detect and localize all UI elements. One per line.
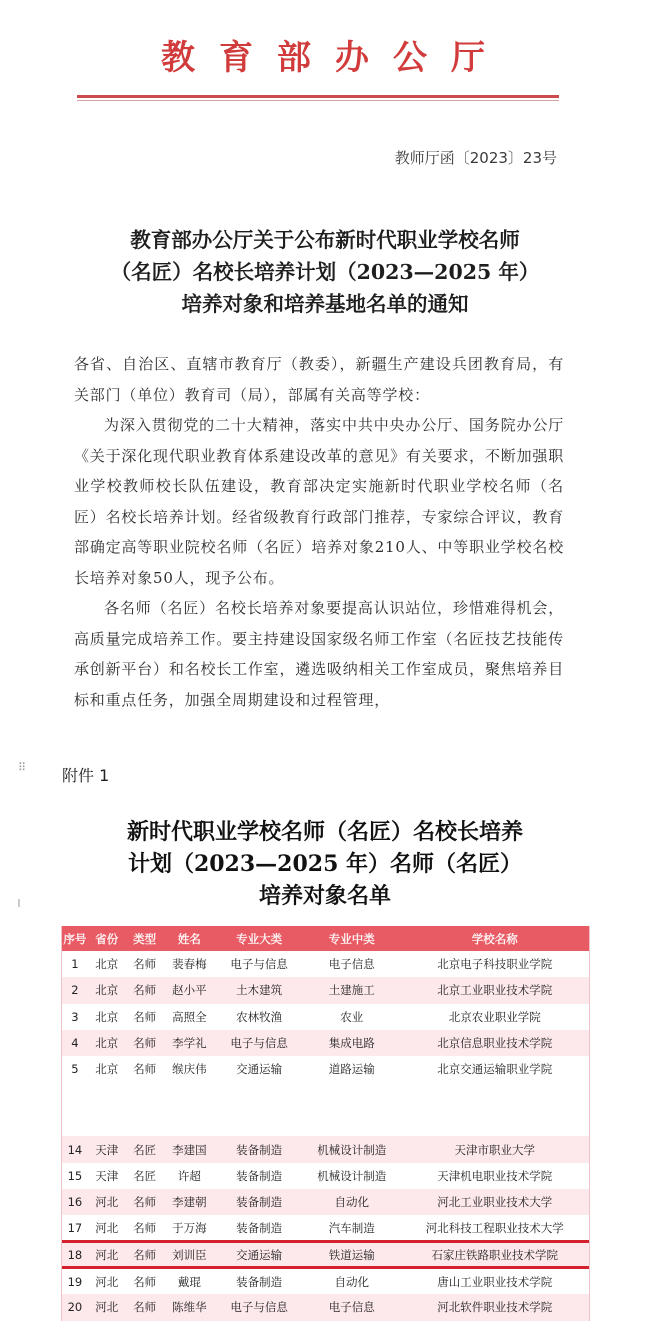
cell-type: 名师 bbox=[126, 977, 164, 1003]
cell-name: 李学礼 bbox=[163, 1030, 215, 1056]
cell-type: 名师 bbox=[133, 957, 157, 972]
cell-major: 装备制造 bbox=[215, 1136, 303, 1162]
cell-province: 河北 bbox=[88, 1189, 126, 1215]
cell-type: 名师 bbox=[126, 1189, 164, 1215]
attachment-label: 附件 1 bbox=[62, 766, 110, 785]
cell-no: 17 bbox=[67, 1220, 83, 1235]
cell-type: 名师 bbox=[133, 1220, 157, 1235]
table-row bbox=[62, 1004, 589, 1030]
cell-no: 18 bbox=[62, 1242, 88, 1268]
cell-type: 名匠 bbox=[126, 1136, 164, 1162]
col-header-name: 姓名 bbox=[163, 926, 215, 951]
col-header-major: 专业大类 bbox=[215, 926, 303, 951]
cell-no: 16 bbox=[62, 1189, 88, 1215]
table-row bbox=[62, 951, 589, 977]
cell-major: 装备制造 bbox=[236, 1220, 283, 1235]
cell-subcategory: 道路运输 bbox=[328, 1062, 375, 1077]
table-row bbox=[62, 1268, 589, 1294]
cell-school: 北京交通运输职业学院 bbox=[437, 1062, 553, 1077]
cell-school: 北京工业职业技术学院 bbox=[401, 977, 589, 1003]
cell-name: 于万海 bbox=[172, 1220, 207, 1235]
cell-major: 农林牧渔 bbox=[236, 1009, 283, 1024]
cell-school: 石家庄铁路职业技术学院 bbox=[401, 1242, 589, 1268]
cell-type: 名师 bbox=[126, 1294, 164, 1320]
col-header-subcategory: 专业中类 bbox=[303, 926, 401, 951]
cell-school: 天津机电职业技术学院 bbox=[437, 1168, 553, 1183]
cell-province: 北京 bbox=[95, 957, 119, 972]
cell-name: 李建国 bbox=[163, 1136, 215, 1162]
cell-school: 北京农业职业学院 bbox=[448, 1009, 541, 1024]
cell-type: 名匠 bbox=[133, 1168, 157, 1183]
cell-province: 北京 bbox=[88, 1030, 126, 1056]
cell-school: 河北科技工程职业技术大学 bbox=[425, 1220, 564, 1235]
cell-school: 北京信息职业技术学院 bbox=[401, 1030, 589, 1056]
cell-name: 戴琨 bbox=[177, 1274, 201, 1289]
cell-major: 电子与信息 bbox=[230, 957, 288, 972]
notice-body bbox=[74, 349, 564, 715]
cell-subcategory: 电子信息 bbox=[303, 1294, 401, 1320]
cell-province: 河北 bbox=[88, 1242, 126, 1268]
cell-name: 高照全 bbox=[172, 1009, 207, 1024]
document-number: 教师厅函〔2023〕23号 bbox=[394, 149, 557, 167]
notice-title bbox=[0, 224, 650, 320]
notice-title-line: （名匠）名校长培养计划（2023—2025 年） bbox=[110, 260, 540, 284]
table-gap bbox=[62, 1082, 589, 1136]
table-row-highlighted bbox=[62, 1242, 589, 1268]
cell-major: 装备制造 bbox=[236, 1168, 283, 1183]
notice-title-line: 教育部办公厅关于公布新时代职业学校名师 bbox=[130, 228, 520, 252]
cell-subcategory: 自动化 bbox=[334, 1274, 369, 1289]
cell-province: 天津 bbox=[88, 1136, 126, 1162]
cell-major: 交通运输 bbox=[236, 1062, 283, 1077]
table-row bbox=[62, 1030, 589, 1056]
cell-type: 名师 bbox=[126, 1030, 164, 1056]
masthead-rule-thin bbox=[77, 100, 559, 101]
cell-province: 北京 bbox=[88, 977, 126, 1003]
cell-subcategory: 机械设计制造 bbox=[317, 1168, 387, 1183]
cell-major: 装备制造 bbox=[215, 1189, 303, 1215]
cell-no: 1 bbox=[71, 957, 79, 972]
cell-no: 5 bbox=[71, 1062, 79, 1077]
cell-subcategory: 机械设计制造 bbox=[303, 1136, 401, 1162]
cell-subcategory: 汽车制造 bbox=[328, 1220, 375, 1235]
paragraph-2: 各名师（名匠）名校长培养对象要提高认识站位，珍惜难得机会，高质量完成培养工作。要主持建设国家级名师工作室（名匠技艺技能传承创新平台）和名校长工作室，遴选吸纳相关工作室成员，聚焦培养目标和重点任务，加强全周期建设和过程管理， bbox=[74, 599, 564, 709]
col-header-type: 类型 bbox=[126, 926, 164, 951]
table-row bbox=[62, 1056, 589, 1082]
cell-major: 电子与信息 bbox=[215, 1294, 303, 1320]
cell-name: 李建朝 bbox=[163, 1189, 215, 1215]
cell-name: 赵小平 bbox=[163, 977, 215, 1003]
cell-subcategory: 集成电路 bbox=[303, 1030, 401, 1056]
list-title bbox=[0, 816, 650, 912]
cell-subcategory: 农业 bbox=[340, 1009, 364, 1024]
col-header-school: 学校名称 bbox=[401, 926, 589, 951]
masthead-rule-thick bbox=[77, 95, 559, 98]
cell-major: 电子与信息 bbox=[215, 1030, 303, 1056]
cell-type: 名师 bbox=[133, 1274, 157, 1289]
table-row bbox=[62, 977, 589, 1003]
col-header-no: 序号 bbox=[62, 926, 88, 951]
cell-subcategory: 铁道运输 bbox=[303, 1242, 401, 1268]
cell-school: 河北工业职业技术大学 bbox=[401, 1189, 589, 1215]
drag-handle-icon[interactable]: ⠿ bbox=[18, 761, 27, 774]
cell-name: 陈维华 bbox=[163, 1294, 215, 1320]
margin-mark bbox=[18, 899, 20, 907]
cell-no: 20 bbox=[62, 1294, 88, 1320]
table-row bbox=[62, 1136, 589, 1162]
cell-no: 15 bbox=[67, 1168, 83, 1183]
cell-type: 名师 bbox=[126, 1242, 164, 1268]
cell-no: 3 bbox=[71, 1009, 79, 1024]
cell-name: 缑庆伟 bbox=[172, 1062, 207, 1077]
cell-province: 北京 bbox=[95, 1062, 119, 1077]
table-row bbox=[62, 1163, 589, 1189]
cell-province: 北京 bbox=[95, 1009, 119, 1024]
table-header-row bbox=[62, 926, 589, 951]
cell-province: 河北 bbox=[95, 1274, 119, 1289]
cell-school: 天津市职业大学 bbox=[401, 1136, 589, 1162]
cell-no: 14 bbox=[62, 1136, 88, 1162]
cell-subcategory: 自动化 bbox=[303, 1189, 401, 1215]
cell-no: 19 bbox=[67, 1274, 83, 1289]
list-title-line: 计划（2023—2025 年）名师（名匠） bbox=[127, 851, 523, 877]
table-row bbox=[62, 1215, 589, 1241]
cell-type: 名师 bbox=[133, 1009, 157, 1024]
cell-province: 天津 bbox=[95, 1168, 119, 1183]
col-header-province: 省份 bbox=[88, 926, 126, 951]
cell-subcategory: 土建施工 bbox=[303, 977, 401, 1003]
cell-no: 2 bbox=[62, 977, 88, 1003]
cell-type: 名师 bbox=[133, 1062, 157, 1077]
cell-major: 交通运输 bbox=[215, 1242, 303, 1268]
table-row bbox=[62, 1189, 589, 1215]
cell-school: 唐山工业职业技术学院 bbox=[437, 1274, 553, 1289]
cell-province: 河北 bbox=[95, 1220, 119, 1235]
cell-name: 裴春梅 bbox=[172, 957, 207, 972]
omitted-rows-gap bbox=[62, 1082, 589, 1136]
trainee-table bbox=[61, 926, 590, 1321]
cell-major: 装备制造 bbox=[236, 1274, 283, 1289]
cell-subcategory: 电子信息 bbox=[328, 957, 375, 972]
addressee: 各省、自治区、直辖市教育厅（教委），新疆生产建设兵团教育局，有关部门（单位）教育司（局），部属有关高等学校： bbox=[74, 355, 564, 404]
cell-name: 许超 bbox=[177, 1168, 201, 1183]
list-title-line: 培养对象名单 bbox=[258, 883, 391, 909]
cell-major: 土木建筑 bbox=[215, 977, 303, 1003]
cell-province: 河北 bbox=[88, 1294, 126, 1320]
cell-school: 河北软件职业技术学院 bbox=[401, 1294, 589, 1320]
paragraph-1: 为深入贯彻党的二十大精神，落实中共中央办公厅、国务院办公厅《关于深化现代职业教育体系建设改革的意见》有关要求，不断加强职业学校教师校长队伍建设，教育部决定实施新时代职业学校名师（名匠）名校长培养计划。经省级教育行政部门推荐，专家综合评议，教育部确定高等职业院校名师（名匠）培养对象210人、中等职业学校名校长培养对象50人，现予公布。 bbox=[74, 416, 564, 587]
table-row bbox=[62, 1294, 589, 1320]
cell-school: 北京电子科技职业学院 bbox=[437, 957, 553, 972]
cell-name: 刘训臣 bbox=[163, 1242, 215, 1268]
cell-no: 4 bbox=[62, 1030, 88, 1056]
notice-title-line: 培养对象和培养基地名单的通知 bbox=[181, 292, 469, 316]
issuer-masthead: 教育部办公厅 bbox=[161, 38, 509, 78]
list-title-line: 新时代职业学校名师（名匠）名校长培养 bbox=[126, 819, 523, 845]
